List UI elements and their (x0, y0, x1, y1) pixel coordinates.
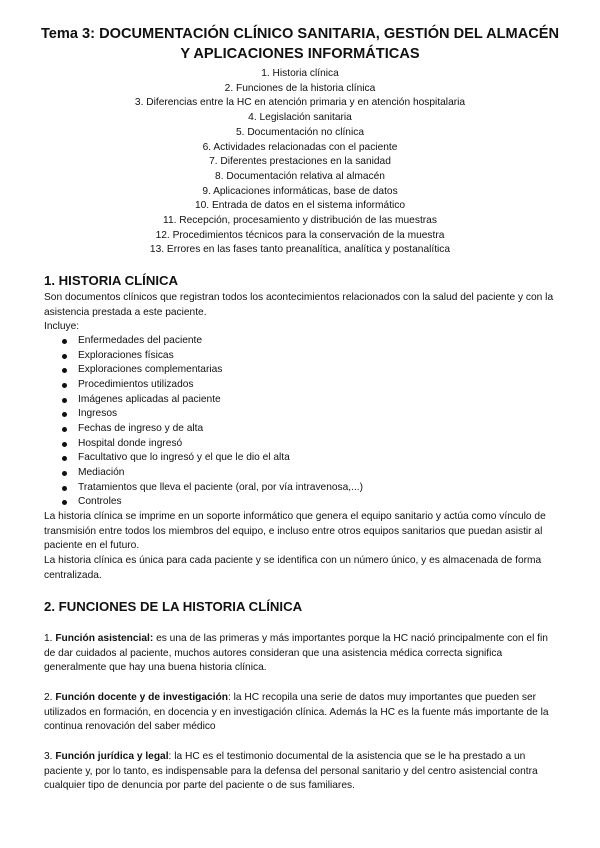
bullet-icon (62, 471, 67, 476)
list-item-text: Exploraciones físicas (78, 349, 174, 361)
bullet-icon (62, 412, 67, 417)
bullet-icon (62, 339, 67, 344)
toc-item: 13. Errores en las fases tanto preanalítica, analítica y postanalítica (149, 244, 451, 256)
list-item-text: Controles (78, 496, 122, 508)
list-item (44, 393, 544, 408)
bullet-icon (62, 442, 67, 447)
list-item-text: Exploraciones complementarias (78, 364, 223, 376)
list-item (44, 451, 544, 466)
toc-item: 7. Diferentes prestaciones en la sanidad (209, 156, 391, 168)
function-number: 3. (44, 751, 56, 762)
list-item (44, 466, 544, 481)
toc-item: 4. Legislación sanitaria (248, 112, 352, 124)
list-item-text: Enfermedades del paciente (78, 335, 203, 346)
list-item (44, 334, 544, 349)
list-item (44, 407, 544, 422)
bullet-icon (62, 368, 67, 373)
list-item (44, 437, 544, 452)
toc-item: 10. Entrada de datos en el sistema informático (194, 200, 406, 212)
function-number: 2. (44, 692, 56, 703)
list-item (44, 349, 544, 364)
document-title: Tema 3: DOCUMENTACIÓN CLÍNICO SANITARIA, GESTIÓN DEL ALMACÉN Y APLICACIONES INFORMÁTICAS (40, 26, 560, 62)
toc-item: 8. Documentación relativa al almacén (215, 170, 385, 182)
toc-item: 1. Historia clínica (261, 68, 339, 79)
function-number: 1. (44, 633, 56, 644)
toc-item: 6. Actividades relacionadas con el paciente (202, 141, 398, 153)
function-title: Función asistencial: (55, 633, 154, 644)
list-item (44, 422, 544, 437)
includes-label: Incluye: (44, 321, 80, 332)
bullet-icon (62, 354, 67, 359)
function-asistencial (44, 632, 558, 676)
function-juridica (44, 750, 558, 794)
function-text: : la HC es el testimonio documental de la asistencia que se le ha prestado a un paciente y, por lo tanto, es indispensable para la defensa del personal sanitario y del centro asistencial contra cualquier tipo de denuncia por parte del paciente o de sus familiares. (44, 751, 538, 792)
section1-intro: Son documentos clínicos que registran todos los acontecimientos relacionados con la salud del paciente y con la asistencia prestada a este paciente. (44, 292, 554, 318)
list-item-text: Ingresos (78, 408, 118, 420)
toc-item: 3. Diferencias entre la HC en atención primaria y en atención hospitalaria (134, 97, 466, 109)
list-item-text: Mediación (78, 466, 125, 478)
toc-item: 2. Funciones de la historia clínica (224, 82, 376, 94)
bullet-icon (62, 427, 67, 432)
section2-heading: 2. FUNCIONES DE LA HISTORIA CLÍNICA (44, 599, 303, 614)
section1-paragraph-2: La historia clínica es única para cada paciente y se identifica con un número único, y es almacenada de forma centralizada. (44, 555, 542, 581)
toc-item: 5. Documentación no clínica (236, 126, 364, 138)
bullet-icon (62, 383, 67, 388)
list-item-text: Facultativo que lo ingresó y el que le dio el alta (78, 452, 290, 464)
toc-item: 9. Aplicaciones informáticas, base de datos (202, 185, 398, 197)
list-item (44, 481, 544, 496)
toc-item: 11. Recepción, procesamiento y distribución de las muestras (163, 215, 437, 227)
list-item-text: Fechas de ingreso y de alta (78, 422, 204, 434)
bullet-icon (62, 398, 67, 403)
function-title: Función docente y de investigación (55, 692, 228, 703)
function-docente (44, 691, 558, 735)
list-item-text: Hospital donde ingresó (78, 437, 183, 449)
table-of-contents (40, 67, 560, 258)
list-item (44, 378, 544, 393)
function-text: : la HC recopila una serie de datos muy importantes que pueden ser utilizados en formación, en docencia y en investigación clínica. Además la HC es la fuente más importante de la continua renovación del saber médico (44, 692, 549, 733)
section1-paragraph-1: La historia clínica se imprime en un soporte informático que genera el equipo sanitario y actúa como vínculo de transmisión entre todos los miembros del equipo, e incluso entre otros equipos sanitarios que puedan asistir al paciente en el futuro. (44, 511, 546, 552)
function-title: Función jurídica y legal (55, 751, 169, 762)
list-item-text: Tratamientos que lleva el paciente (oral, por vía intravenosa,...) (78, 481, 364, 493)
list-item-text: Imágenes aplicadas al paciente (78, 393, 221, 405)
function-text: es una de las primeras y más importantes porque la HC nació principalmente con el fin de dar cuidados al paciente, muchos autores consideran que una asistencia médica correcta significa generalmente que hay una buena historia clínica. (44, 633, 548, 674)
bullet-icon (62, 500, 67, 505)
section1-heading: 1. HISTORIA CLÍNICA (44, 273, 179, 288)
toc-item: 12. Procedimientos técnicos para la conservación de la muestra (155, 229, 445, 241)
includes-list (44, 334, 544, 510)
bullet-icon (62, 486, 67, 491)
list-item (44, 363, 544, 378)
list-item-text: Procedimientos utilizados (78, 378, 194, 390)
bullet-icon (62, 456, 67, 461)
list-item (44, 495, 544, 510)
